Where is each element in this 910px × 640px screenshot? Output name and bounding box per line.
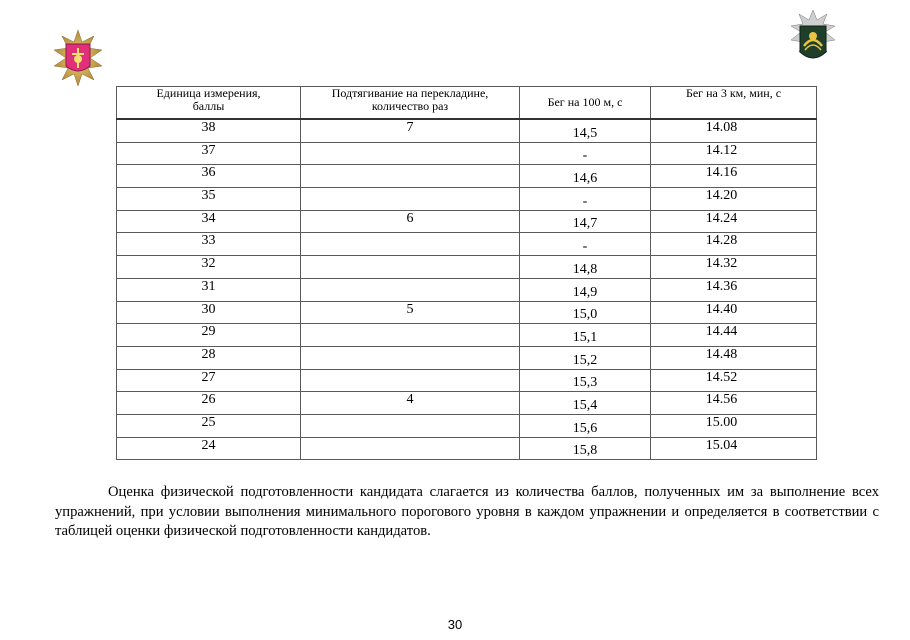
cell-3km: 15.00 [651,414,817,437]
table-row [117,256,817,279]
cell-points: 28 [117,346,301,369]
cell-points: 24 [117,437,301,460]
cell-pullups [301,233,520,256]
cell-3km: 14.16 [651,165,817,188]
cell-points: 32 [117,256,301,279]
table-row [117,119,817,142]
header-points-line2: баллы [192,99,225,113]
cell-3km: 14.24 [651,210,817,233]
cell-3km: 14.20 [651,188,817,211]
table-row [117,346,817,369]
cell-pullups: 7 [301,119,520,142]
table-row [117,414,817,437]
cell-3km: 14.36 [651,278,817,301]
cell-100m: 15,3 [520,369,651,392]
cell-points: 31 [117,278,301,301]
page-number: 30 [447,617,463,632]
cell-pullups: 6 [301,210,520,233]
assessment-paragraph: Оценка физической подготовленности кандидата слагается из количества баллов, полученных им за выполнение всех упражнений, при условии выполнения минимального порогового уровня в каждом упражнении и определяется в соответствии с таблицей оценки физической подготовленности кандидатов. [55,484,879,539]
cell-points: 30 [117,301,301,324]
right-emblem-icon [787,8,839,72]
cell-100m: - [520,142,651,165]
header-pullups-line1: Подтягивание на перекладине, [331,86,489,100]
cell-3km: 14.40 [651,301,817,324]
cell-100m: 15,2 [520,346,651,369]
table-row [117,301,817,324]
scores-table [116,86,817,460]
cell-100m: 14,6 [520,165,651,188]
cell-100m: 15,4 [520,392,651,415]
cell-pullups [301,346,520,369]
cell-pullups: 5 [301,301,520,324]
cell-pullups [301,142,520,165]
cell-100m: 15,6 [520,414,651,437]
cell-3km: 14.52 [651,369,817,392]
cell-3km: 14.48 [651,346,817,369]
header-points-line1: Единица измерения, [156,86,261,100]
cell-pullups [301,369,520,392]
cell-points: 38 [117,119,301,142]
cell-points: 29 [117,324,301,347]
table-row [117,210,817,233]
cell-3km: 14.56 [651,392,817,415]
cell-3km: 14.44 [651,324,817,347]
cell-points: 36 [117,165,301,188]
table-row [117,369,817,392]
header-3km: Бег на 3 км, мин, с [651,87,817,120]
cell-3km: 14.12 [651,142,817,165]
table-row [117,233,817,256]
header-points [117,87,301,120]
cell-100m: 14,5 [520,119,651,142]
cell-3km: 14.32 [651,256,817,279]
table-row [117,142,817,165]
cell-pullups [301,256,520,279]
cell-100m: 15,0 [520,301,651,324]
cell-pullups: 4 [301,392,520,415]
header-pullups [301,87,520,120]
cell-pullups [301,437,520,460]
cell-points: 34 [117,210,301,233]
cell-100m: - [520,233,651,256]
table-header-row [117,87,817,120]
left-emblem-icon [50,28,106,88]
cell-3km: 14.08 [651,119,817,142]
cell-100m: 15,8 [520,437,651,460]
cell-pullups [301,278,520,301]
header-100m: Бег на 100 м, с [520,87,651,120]
cell-3km: 15.04 [651,437,817,460]
cell-100m: 14,7 [520,210,651,233]
cell-100m: - [520,188,651,211]
cell-points: 27 [117,369,301,392]
table-row [117,437,817,460]
cell-points: 26 [117,392,301,415]
table-row [117,392,817,415]
cell-pullups [301,188,520,211]
cell-100m: 15,1 [520,324,651,347]
cell-points: 37 [117,142,301,165]
cell-pullups [301,414,520,437]
table-row [117,278,817,301]
cell-100m: 14,9 [520,278,651,301]
header-pullups-line2: количество раз [371,99,449,113]
cell-points: 35 [117,188,301,211]
cell-points: 25 [117,414,301,437]
cell-points: 33 [117,233,301,256]
table-row [117,188,817,211]
cell-pullups [301,324,520,347]
cell-3km: 14.28 [651,233,817,256]
table-row [117,165,817,188]
cell-pullups [301,165,520,188]
cell-100m: 14,8 [520,256,651,279]
table-row [117,324,817,347]
